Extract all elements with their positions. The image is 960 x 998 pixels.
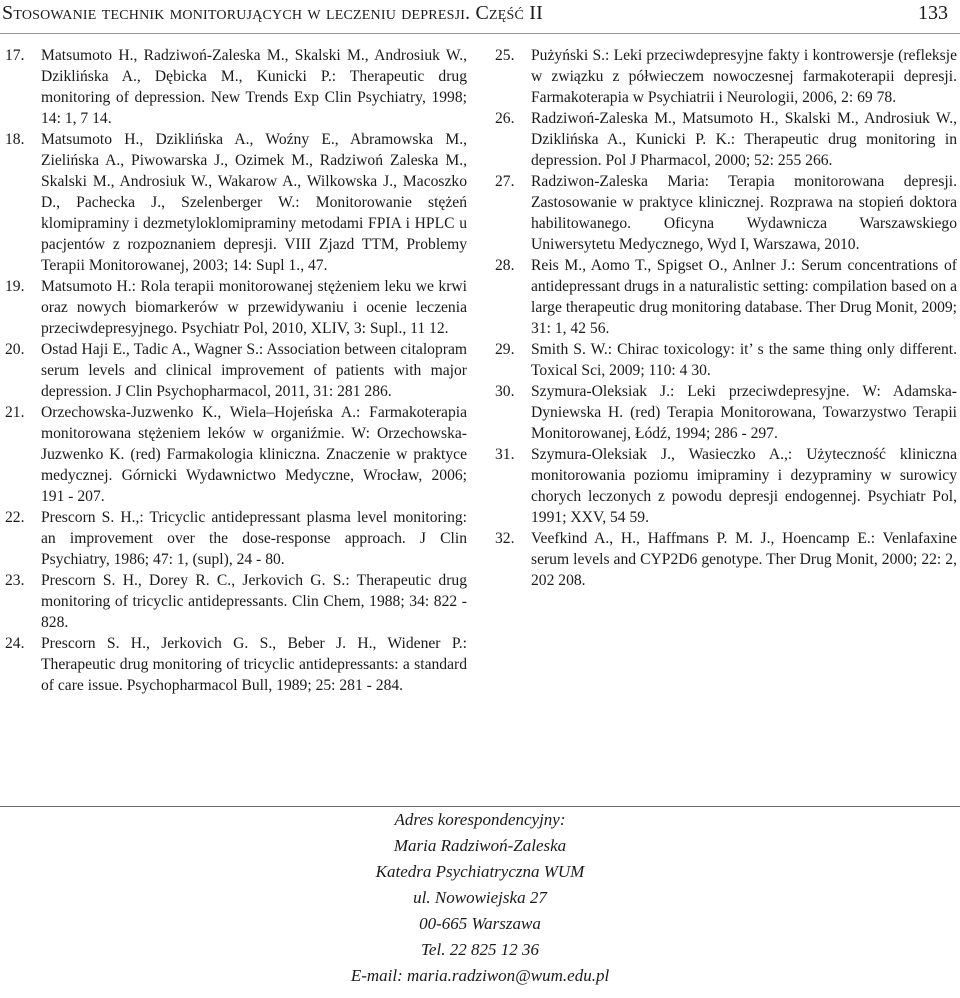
- correspondence-heading: Adres korespondencyjny:: [394, 810, 566, 829]
- references-right-column: [495, 45, 957, 591]
- correspondence-name: Maria Radziwoń-Zaleska: [393, 836, 567, 855]
- running-header: [0, 0, 960, 30]
- reference-number: 19.: [5, 278, 25, 295]
- reference-number: 31.: [495, 446, 515, 463]
- reference-number: 20.: [5, 341, 25, 358]
- reference-number: 25.: [495, 47, 515, 64]
- reference-number: 24.: [5, 635, 25, 652]
- reference-text: Szymura-Oleksiak J., Wasieczko A.,: Użyteczność kliniczna monitorowania poziomu imipraminy i dezypraminy w surowicy chorych leczonych z powodu depresji endogennej. Psychiatr Pol, 1991; XXV, 54 59.: [531, 446, 957, 526]
- reference-item: [495, 108, 957, 171]
- reference-text: Ostad Haji E., Tadic A., Wagner S.: Association between citalopram serum levels and clinical improvement of patients with major depression. J Clin Psychopharmacol, 2011, 31: 281 286.: [41, 341, 467, 400]
- reference-item: [5, 339, 467, 402]
- reference-item: [5, 276, 467, 339]
- reference-number: 18.: [5, 131, 25, 148]
- running-title: Stosowanie technik monitorujących w leczeniu depresji. Część II: [2, 2, 543, 24]
- reference-item: [5, 45, 467, 129]
- reference-number: 17.: [5, 47, 25, 64]
- reference-item: [5, 570, 467, 633]
- page-number: 133: [918, 2, 948, 24]
- reference-number: 27.: [495, 173, 515, 190]
- reference-item: [495, 255, 957, 339]
- reference-text: Radziwoń-Zaleska M., Matsumoto H., Skalski M., Androsiuk W., Dziklińska A., Kunicki P. K.: Therapeutic drug monitoring in depression. Pol J Pharmacol, 2000; 52: 255 266.: [531, 110, 957, 169]
- correspondence-address: [0, 807, 960, 989]
- reference-text: Radziwon-Zaleska Maria: Terapia monitorowana depresji. Zastosowanie w praktyce klinicznej. Rozprawa na stopień doktora habilitowanego. Oficyna Wydawnicza Warszawskiego Uniwersytetu Medycznego, Wyd I, Warszawa, 2010.: [531, 173, 957, 253]
- correspondence-department: Katedra Psychiatryczna WUM: [375, 862, 585, 881]
- reference-text: Pużyński S.: Leki przeciwdepresyjne fakty i kontrowersje (refleksje w związku z półwieczem nowoczesnej farmakoterapii depresji. Farmakoterapia w Psychiatrii i Neurologii, 2006, 2: 69 78.: [531, 47, 957, 106]
- reference-text: Matsumoto H., Dziklińska A., Woźny E., Abramowska M., Zielińska A., Piwowarska J., Ozimek M., Radziwoń Zaleska M., Skalski M., Androsiuk W., Wakarow A., Wilkowska J., Macoszko D., Pachecka J., Szelenberger W.: Monitorowanie stężeń klomipraminy i dezmetyloklomipraminy metodami FPIA i HPLC u pacjentów z rozpoznaniem depresji. VIII Zjazd TTM, Problemy Terapii Monitorowanej, 2003; 14: Supl 1., 47.: [41, 131, 467, 274]
- reference-number: 28.: [495, 257, 515, 274]
- header-rule: [0, 33, 960, 34]
- reference-number: 29.: [495, 341, 515, 358]
- correspondence-phone: Tel. 22 825 12 36: [421, 940, 539, 959]
- reference-number: 32.: [495, 530, 515, 547]
- reference-item: [495, 381, 957, 444]
- reference-item: [5, 507, 467, 570]
- references-left-column: [5, 45, 467, 696]
- reference-text: Smith S. W.: Chirac toxicology: it’ s the same thing only different. Toxical Sci, 2009; 110: 4 30.: [531, 341, 957, 379]
- reference-item: [495, 339, 957, 381]
- reference-item: [5, 633, 467, 696]
- reference-item: [495, 444, 957, 528]
- correspondence-email[interactable]: E-mail: maria.radziwon@wum.edu.pl: [350, 966, 610, 985]
- reference-text: Prescorn S. H., Dorey R. C., Jerkovich G. S.: Therapeutic drug monitoring of tricyclic antidepressants. Clin Chem, 1988; 34: 822 - 828.: [41, 572, 467, 631]
- reference-item: [5, 402, 467, 507]
- reference-number: 21.: [5, 404, 25, 421]
- reference-text: Szymura-Oleksiak J.: Leki przeciwdepresyjne. W: Adamska-Dyniewska H. (red) Terapia Monitorowana, Towarzystwo Terapii Monitorowanej, Łódź, 1994; 286 - 297.: [531, 383, 957, 442]
- reference-item: [495, 528, 957, 591]
- correspondence-street: ul. Nowowiejska 27: [413, 888, 547, 907]
- reference-number: 26.: [495, 110, 515, 127]
- reference-text: Veefkind A., H., Haffmans P. M. J., Hoencamp E.: Venlafaxine serum levels and CYP2D6 genotype. Ther Drug Monit, 2000; 22: 2, 202 208.: [531, 530, 957, 589]
- reference-text: Prescorn S. H.,: Tricyclic antidepressant plasma level monitoring: an improvement over the dose-response approach. J Clin Psychiatry, 1986; 47: 1, (supl), 24 - 80.: [41, 509, 467, 568]
- reference-number: 22.: [5, 509, 25, 526]
- correspondence-city: 00-665 Warszawa: [419, 914, 541, 933]
- reference-number: 30.: [495, 383, 515, 400]
- reference-text: Prescorn S. H., Jerkovich G. S., Beber J. H., Widener P.: Therapeutic drug monitoring of tricyclic antidepressants: a standard of care issue. Psychopharmacol Bull, 1989; 25: 281 - 284.: [41, 635, 467, 694]
- reference-text: Matsumoto H.: Rola terapii monitorowanej stężeniem leku we krwi oraz nowych biomarkerów w przewidywaniu i ocenie leczenia przeciwdepresyjnego. Psychiatr Pol, 2010, XLIV, 3: Supl., 11 12.: [41, 278, 467, 337]
- reference-item: [5, 129, 467, 276]
- reference-item: [495, 171, 957, 255]
- reference-number: 23.: [5, 572, 25, 589]
- reference-item: [495, 45, 957, 108]
- reference-text: Matsumoto H., Radziwoń-Zaleska M., Skalski M., Androsiuk W., Dziklińska A., Dębicka M., Kunicki P.: Therapeutic drug monitoring of depression. New Trends Exp Clin Psychiatry, 1998; 14: 1, 7 14.: [41, 47, 467, 127]
- reference-text: Orzechowska-Juzwenko K., Wiela–Hojeńska A.: Farmakoterapia monitorowana stężeniem leków w organiźmie. W: Orzechowska-Juzwenko K. (red) Farmakologia kliniczna. Znaczenie w praktyce medycznej. Górnicki Wydawnictwo Medyczne, Wrocław, 2006; 191 - 207.: [41, 404, 467, 505]
- reference-text: Reis M., Aomo T., Spigset O., Anlner J.: Serum concentrations of antidepressant drugs in a naturalistic setting: compilation based on a large therapeutic drug monitoring database. Ther Drug Monit, 2009; 31: 1, 42 56.: [531, 257, 957, 337]
